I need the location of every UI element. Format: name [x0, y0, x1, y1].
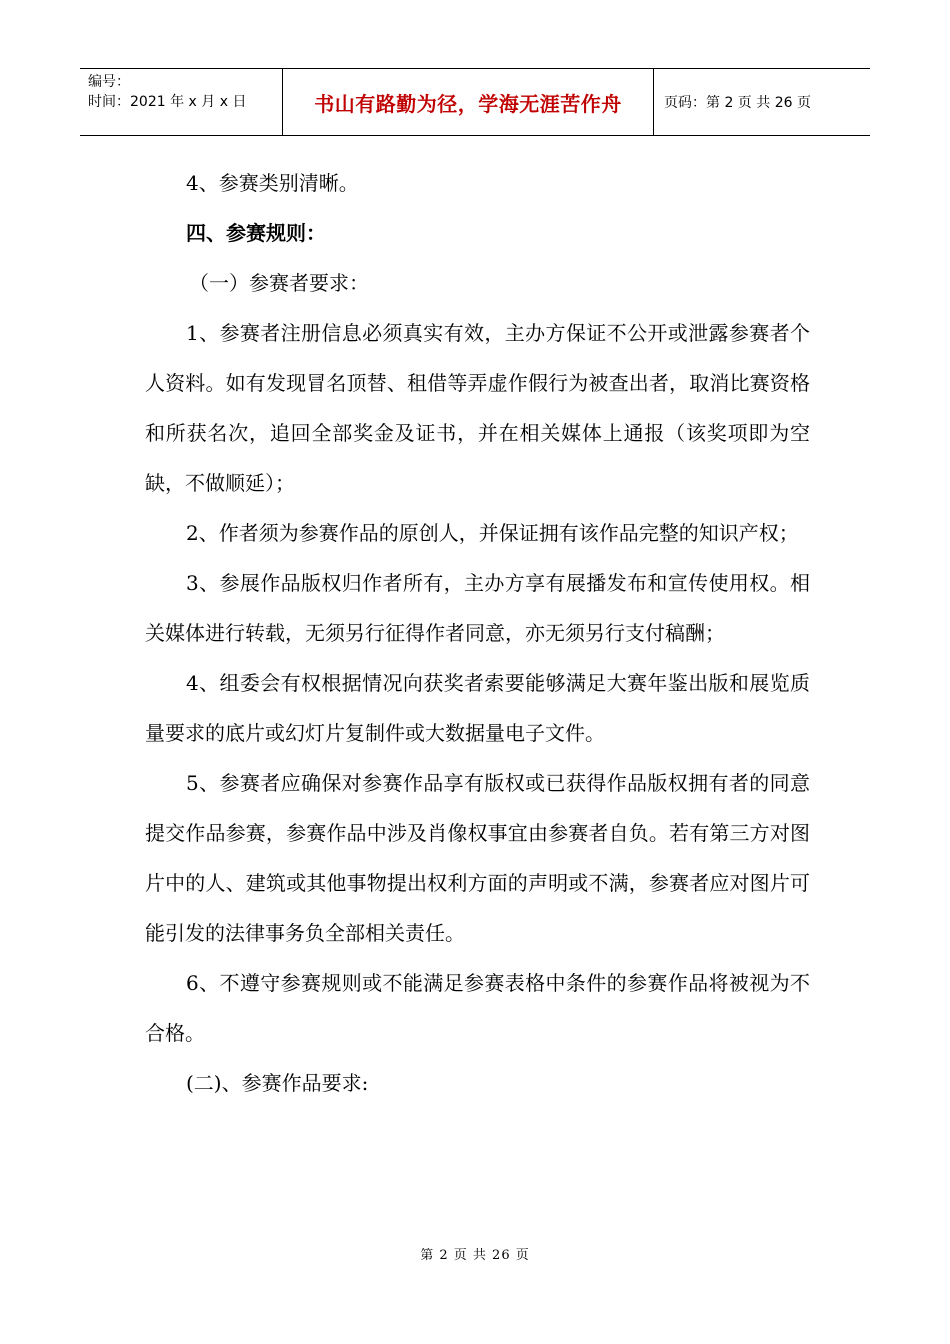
- body-paragraph: 4、组委会有权根据情况向获奖者索要能够满足大赛年鉴出版和展览质量要求的底片或幻灯片复制件或大数据量电子文件。: [145, 671, 810, 745]
- subsection-heading: （一）参赛者要求：: [189, 271, 369, 295]
- body-paragraph: 3、参展作品版权归作者所有，主办方享有展播发布和宣传使用权。相关媒体进行转载，无须另行征得作者同意，亦无须另行支付稿酬；: [145, 571, 810, 645]
- section-heading: 四、参赛规则：: [186, 221, 326, 245]
- body-paragraph: 4、参赛类别清晰。: [186, 171, 359, 195]
- document-body: [145, 158, 810, 1108]
- document-date-label: 时间：2021 年 x 月 x 日: [88, 94, 247, 110]
- header-page-info: 页码：第 2 页 共 26 页: [664, 95, 811, 111]
- header-motto: 书山有路勤为径，学海无涯苦作舟: [282, 69, 654, 135]
- body-paragraph: 2、作者须为参赛作品的原创人，并保证拥有该作品完整的知识产权；: [186, 521, 799, 545]
- body-paragraph: (二)、参赛作品要求:: [186, 1071, 369, 1095]
- header-meta-cell: [80, 69, 282, 135]
- body-paragraph: 1、参赛者注册信息必须真实有效，主办方保证不公开或泄露参赛者个人资料。如有发现冒名顶替、租借等弄虚作假行为被查出者，取消比赛资格和所获名次，追回全部奖金及证书，并在相关媒体上通报（该奖项即为空缺，不做顺延）；: [145, 321, 810, 495]
- document-number-label: 编号：: [88, 74, 130, 90]
- page-footer: 第 2 页 共 26 页: [420, 1248, 530, 1263]
- page-header: [80, 68, 870, 136]
- body-paragraph: 6、不遵守参赛规则或不能满足参赛表格中条件的参赛作品将被视为不合格。: [145, 971, 810, 1045]
- body-paragraph: 5、参赛者应确保对参赛作品享有版权或已获得作品版权拥有者的同意提交作品参赛，参赛作品中涉及肖像权事宜由参赛者自负。若有第三方对图片中的人、建筑或其他事物提出权利方面的声明或不满，参赛者应对图片可能引发的法律事务负全部相关责任。: [145, 771, 810, 945]
